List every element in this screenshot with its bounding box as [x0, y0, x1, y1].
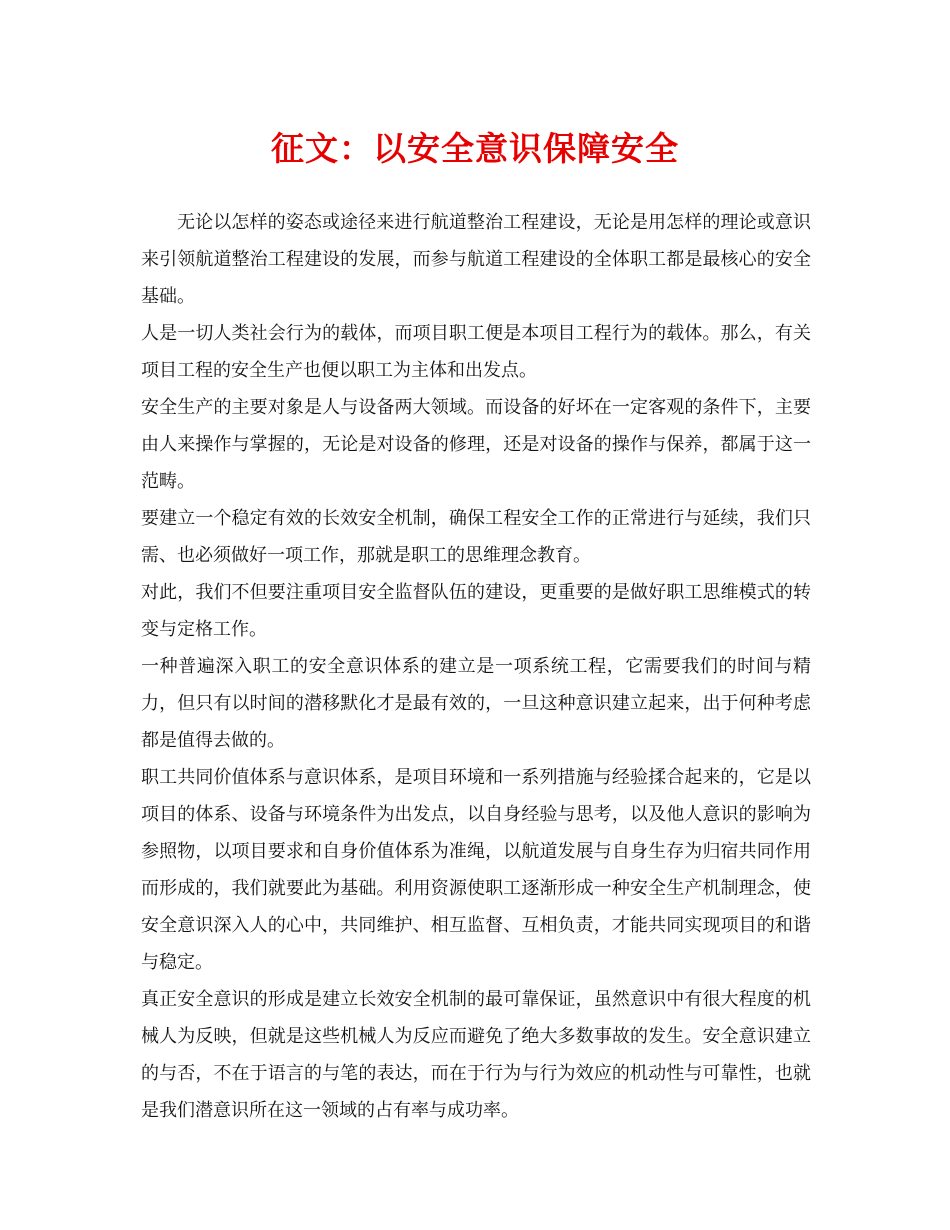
paragraph: 要建立一个稳定有效的长效安全机制，确保工程安全工作的正常进行与延续，我们只需、也必须做好一项工作，那就是职工的思维理念教育。: [141, 508, 811, 566]
paragraph: 人是一切人类社会行为的载体，而项目职工便是本项目工程行为的载体。那么，有关项目工程的安全生产也便以职工为主体和出发点。: [141, 323, 811, 381]
paragraph: 职工共同价值体系与意识体系，是项目环境和一系列措施与经验揉合起来的，它是以项目的体系、设备与环境条件为出发点，以自身经验与思考，以及他人意识的影响为参照物，以项目要求和自身价值体系为准绳，以航道发展与自身生存为归宿共同作用而形成的，我们就要此为基础。利用资源使职工逐渐形成一种安全生产机制理念，使安全意识深入人的心中，共同维护、相互监督、互相负责，才能共同实现项目的和谐与稳定。: [141, 767, 811, 973]
paragraph: 真正安全意识的形成是建立长效安全机制的最可靠保证，虽然意识中有很大程度的机械人为反映，但就是这些机械人为反应而避免了绝大多数事故的发生。安全意识建立的与否，不在于语言的与笔的表达，而在于行为与行为效应的机动性与可靠性，也就是我们潜意识所在这一领域的占有率与成功率。: [141, 989, 811, 1121]
paragraph: 无论以怎样的姿态或途径来进行航道整治工程建设，无论是用怎样的理论或意识来引领航道整治工程建设的发展，而参与航道工程建设的全体职工都是最核心的安全基础。: [141, 212, 811, 307]
document-body: [141, 204, 811, 1129]
paragraph: 安全生产的主要对象是人与设备两大领域。而设备的好坏在一定客观的条件下，主要由人来操作与掌握的，无论是对设备的修理，还是对设备的操作与保养，都属于这一范畴。: [141, 397, 811, 492]
paragraph: 一种普遍深入职工的安全意识体系的建立是一项系统工程，它需要我们的时间与精力，但只有以时间的潜移默化才是最有效的，一旦这种意识建立起来，出于何种考虑都是值得去做的。: [141, 656, 811, 751]
document-title: 征文：以安全意识保障安全: [271, 129, 679, 168]
paragraph: 对此，我们不但要注重项目安全监督队伍的建设，更重要的是做好职工思维模式的转变与定格工作。: [141, 582, 811, 640]
